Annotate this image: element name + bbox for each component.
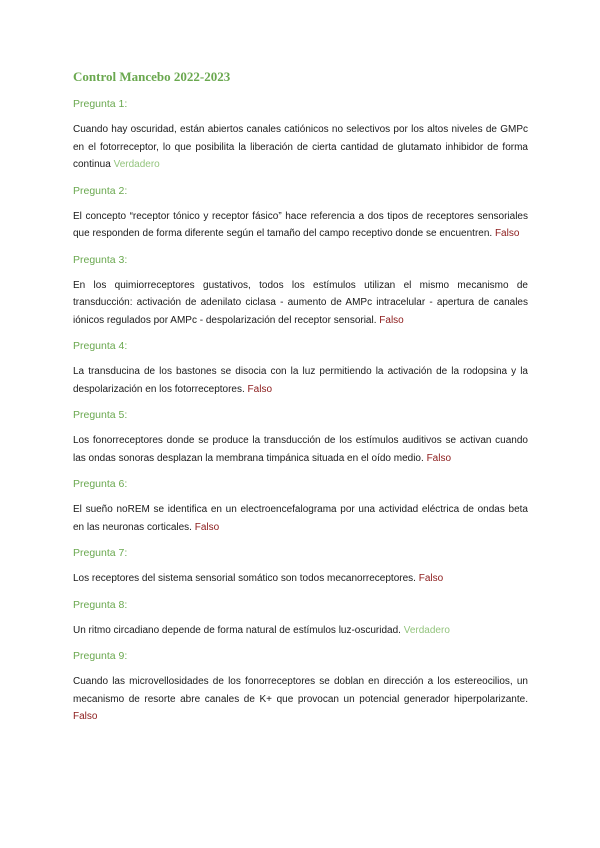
- answer-true: Verdadero: [113, 159, 160, 170]
- question-statement: En los quimiorreceptores gustativos, todos los estímulos utilizan el mismo mecanismo de transducción: activación de adenilato ciclasa - aumento de AMPc intracelular - apertura de canales iónicos regulados por AMPc - despolarización del receptor sensorial.: [73, 279, 528, 326]
- question-text: [73, 363, 528, 398]
- question-label: Pregunta 6:: [73, 478, 128, 490]
- question-label: Pregunta 7:: [73, 547, 128, 559]
- question-statement: Cuando las microvellosidades de los fonorreceptores se doblan en dirección a los estereocilios, un mecanismo de resorte abre canales de K+ que provocan un potencial generador hiperpolarizante.: [73, 676, 528, 705]
- answer-false: Falso: [73, 711, 98, 722]
- question-text: [73, 501, 528, 536]
- question-2: [73, 184, 528, 243]
- question-8: [73, 598, 528, 640]
- question-label: Pregunta 8:: [73, 598, 128, 611]
- answer-false: Falso: [247, 383, 272, 395]
- question-statement: Los receptores del sistema sensorial somático son todos mecanorreceptores.: [73, 573, 416, 584]
- question-text: [73, 432, 528, 467]
- question-statement: El concepto “receptor tónico y receptor fásico” hace referencia a dos tipos de receptores sensoriales que responden de forma diferente según el tamaño del campo receptivo donde se encuentren.: [73, 210, 528, 239]
- document-page: [73, 68, 528, 736]
- document-title: Control Mancebo 2022-2023: [73, 69, 231, 84]
- question-4: [73, 339, 528, 398]
- question-statement: Los fonorreceptores donde se produce la transducción de los estímulos auditivos se activan cuando las ondas sonoras desplazan la membrana timpánica situada en el oído medio.: [73, 435, 528, 464]
- question-statement: La transducina de los bastones se disocia con la luz permitiendo la activación de la rodopsina y la despolarización en los fotorreceptores.: [73, 366, 528, 395]
- question-text: [73, 121, 528, 174]
- question-label: Pregunta 3:: [73, 253, 128, 266]
- answer-false: Falso: [494, 228, 520, 239]
- answer-false: Falso: [379, 314, 404, 326]
- question-text: [73, 277, 528, 330]
- question-3: [73, 253, 528, 330]
- answer-false: Falso: [426, 452, 452, 464]
- question-9: [73, 649, 528, 726]
- question-6: [73, 477, 528, 536]
- question-text: [73, 673, 528, 726]
- question-label: Pregunta 5:: [73, 409, 128, 421]
- question-text: [73, 622, 528, 640]
- question-statement: El sueño noREM se identifica en un electroencefalograma por una actividad eléctrica de ondas beta en las neuronas corticales.: [73, 504, 528, 533]
- question-text: [73, 208, 528, 243]
- question-label: Pregunta 4:: [73, 340, 128, 352]
- question-statement: Un ritmo circadiano depende de forma natural de estímulos luz-oscuridad.: [73, 624, 401, 636]
- answer-true: Verdadero: [403, 624, 450, 636]
- question-text: [73, 570, 528, 588]
- answer-false: Falso: [418, 573, 444, 584]
- question-statement: Cuando hay oscuridad, están abiertos canales catiónicos no selectivos por los altos niveles de GMPc en el fotorreceptor, lo que posibilita la liberación de cierta cantidad de glutamato inhibidor de forma continua: [73, 124, 528, 170]
- question-label: Pregunta 9:: [73, 650, 128, 662]
- question-1: [73, 97, 528, 174]
- question-7: [73, 546, 528, 588]
- question-label: Pregunta 1:: [73, 98, 128, 110]
- question-label: Pregunta 2:: [73, 184, 128, 197]
- question-5: [73, 408, 528, 467]
- answer-false: Falso: [194, 521, 220, 533]
